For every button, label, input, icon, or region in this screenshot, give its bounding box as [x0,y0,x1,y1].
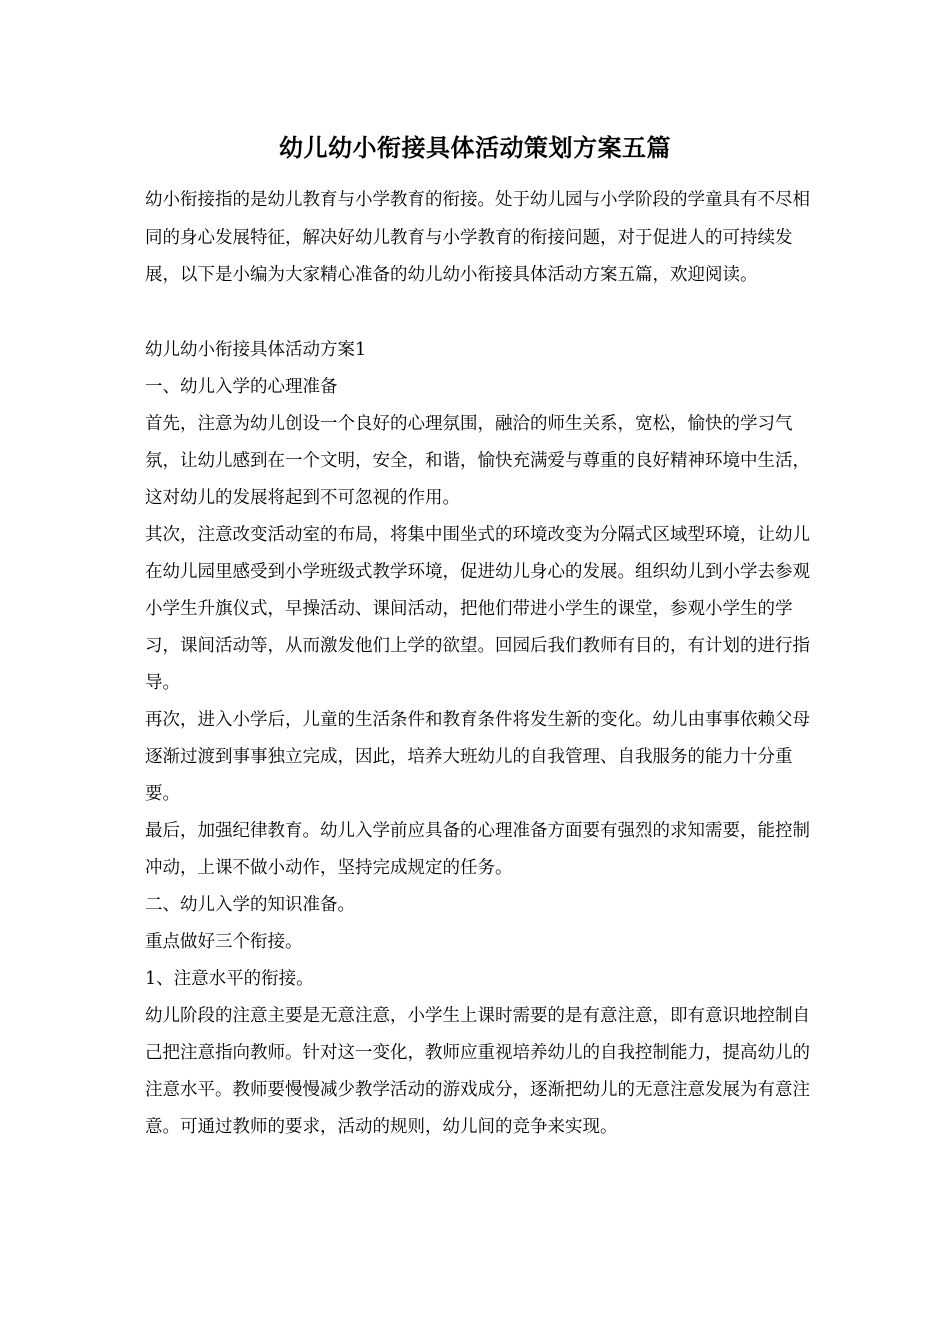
paragraph-third: 再次，进入小学后，儿童的生活条件和教育条件将发生新的变化。幼儿由事事依赖父母逐渐过渡到事事独立完成，因此，培养大班幼儿的自我管理、自我服务的能力十分重要。 [145,710,810,804]
document-title: 幼儿幼小衔接具体活动策划方案五篇 [279,133,671,162]
document-body [145,182,813,1146]
focus-line: 重点做好三个衔接。 [145,932,303,952]
paragraph-last: 最后，加强纪律教育。幼儿入学前应具备的心理准备方面要有强烈的求知需要，能控制冲动，上课不做小动作，坚持完成规定的任务。 [145,821,810,878]
heading-knowledge-preparation: 二、幼儿入学的知识准备。 [145,895,355,915]
item-attention-level: 1、注意水平的衔接。 [145,969,314,989]
heading-mental-preparation: 一、幼儿入学的心理准备 [145,377,338,397]
blank-line [145,295,813,333]
paragraph-first: 首先，注意为幼儿创设一个良好的心理氛围，融洽的师生关系，宽松，愉快的学习气氛，让幼儿感到在一个文明，安全，和谐，愉快充满爱与尊重的良好精神环境中生活，这对幼儿的发展将起到不可忽视的作用。 [145,414,810,508]
paragraph-second: 其次，注意改变活动室的布局，将集中围坐式的环境改变为分隔式区域型环境，让幼儿在幼儿园里感受到小学班级式教学环境，促进幼儿身心的发展。组织幼儿到小学去参观小学生升旗仪式，早操活动、课间活动，把他们带进小学生的课堂，参观小学生的学习，课间活动等，从而激发他们上学的欲望。回园后我们教师有目的，有计划的进行指导。 [145,525,810,693]
paragraph-attention: 幼儿阶段的注意主要是无意注意，小学生上课时需要的是有意注意，即有意识地控制自己把注意指向教师。针对这一变化，教师应重视培养幼儿的自我控制能力，提高幼儿的注意水平。教师要慢慢减少教学活动的游戏成分，逐渐把幼儿的无意注意发展为有意注意。可通过教师的要求，活动的规则，幼儿间的竞争来实现。 [145,1006,810,1137]
intro-paragraph: 幼小衔接指的是幼儿教育与小学教育的衔接。处于幼儿园与小学阶段的学童具有不尽相同的身心发展特征，解决好幼儿教育与小学教育的衔接问题，对于促进人的可持续发展，以下是小编为大家精心准备的幼儿幼小衔接具体活动方案五篇，欢迎阅读。 [145,190,810,285]
section-title: 幼儿幼小衔接具体活动方案1 [145,340,367,360]
